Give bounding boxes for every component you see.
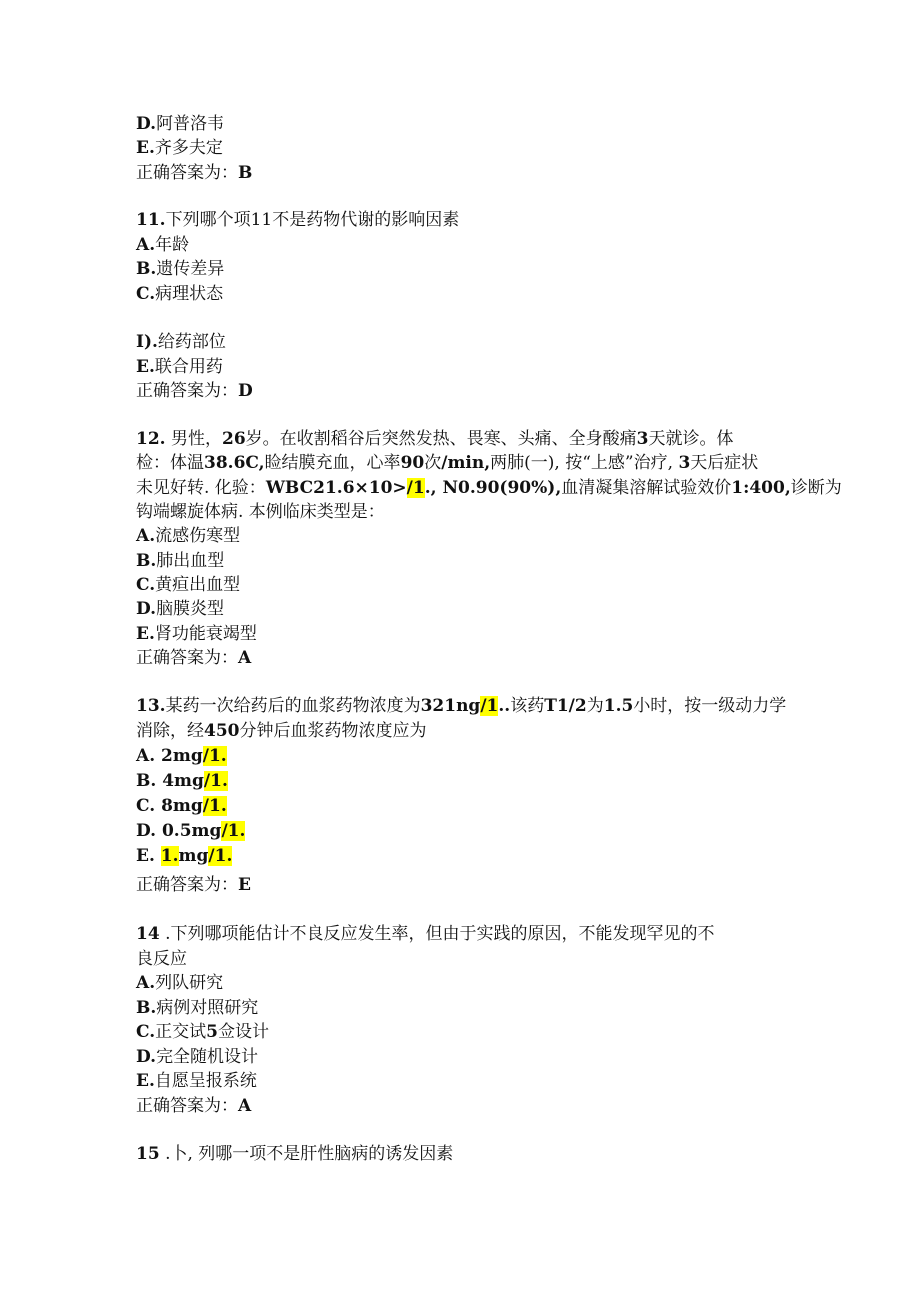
text-segment: 未见好转. 化验： <box>136 478 266 498</box>
text-segment: /min, <box>441 453 491 473</box>
text-line <box>136 136 223 160</box>
text-line <box>136 769 228 793</box>
highlighted-text: /1. <box>202 796 227 816</box>
text-segment: E. <box>136 624 155 644</box>
text-segment: 消除，经 <box>136 721 204 741</box>
text-line <box>136 719 427 743</box>
text-segment: 26 <box>221 429 246 449</box>
text-segment: 两肺(一), 按“上感”治疗, <box>490 453 679 473</box>
text-line <box>136 233 189 257</box>
text-line <box>136 451 758 475</box>
text-segment: 12. <box>136 429 166 449</box>
highlighted-text: /1. <box>221 821 246 841</box>
text-segment: .. <box>498 696 511 716</box>
text-line <box>136 794 227 818</box>
text-line <box>136 622 257 646</box>
text-segment: D <box>238 381 253 401</box>
text-segment: .卜, 列哪一项不是肝性脑病的诱发因素 <box>159 1144 454 1164</box>
text-segment: 正确答案为： <box>136 163 238 183</box>
text-segment: D. <box>136 114 157 134</box>
text-line <box>136 744 227 768</box>
text-segment: 14 <box>136 924 160 944</box>
text-segment: E. <box>136 138 155 158</box>
text-segment: E. <box>136 1071 155 1091</box>
text-segment: 阿普洛韦 <box>156 114 225 134</box>
text-line <box>136 1069 257 1093</box>
text-segment: 钩端螺旋体病. 本例临床类型是： <box>136 502 385 522</box>
text-segment: 为 <box>586 696 604 716</box>
text-segment: A. 2mg <box>136 746 203 766</box>
text-segment: 321ng <box>420 696 481 716</box>
text-segment: D. 0.5mg <box>136 821 222 841</box>
text-segment: 完全随机设计 <box>156 1047 259 1067</box>
text-line <box>136 476 842 500</box>
text-segment: D. <box>136 1047 157 1067</box>
text-segment: 岁。在收割稻谷后突然发热、畏寒、头痛、全身酸痛 <box>245 429 637 449</box>
text-segment: C. <box>136 575 156 595</box>
text-segment: 正交试 <box>155 1022 207 1042</box>
text-line <box>136 646 251 670</box>
text-line <box>136 971 223 995</box>
text-segment: I). <box>136 332 158 352</box>
text-segment: 齐多夫定 <box>154 138 223 158</box>
text-segment: 正确答案为： <box>136 648 238 668</box>
text-segment: 某药一次给药后的血浆药物浓度为 <box>165 696 421 716</box>
text-segment: 15 <box>136 1144 160 1164</box>
text-segment: 列队研究 <box>155 973 224 993</box>
text-segment: 3 <box>678 453 691 473</box>
text-line <box>136 1045 258 1069</box>
text-line <box>136 549 224 573</box>
text-segment: 下列哪个项11不是药物代谢的影响因素 <box>165 210 460 230</box>
text-segment: 正确答案为： <box>136 381 238 401</box>
text-segment: A. <box>136 235 156 255</box>
text-segment: 男性， <box>165 429 222 449</box>
text-line <box>136 208 459 232</box>
text-segment: B. <box>136 551 157 571</box>
text-line <box>136 257 224 281</box>
highlighted-text: 1. <box>160 846 179 866</box>
text-segment: A. <box>136 973 156 993</box>
text-line <box>136 1142 453 1166</box>
text-segment: 良反应 <box>136 949 187 969</box>
text-line <box>136 922 714 946</box>
text-segment: 肺出血型 <box>156 551 225 571</box>
text-segment: 小时，按一级动力学 <box>633 696 787 716</box>
text-line <box>136 819 245 843</box>
text-segment: E. <box>136 357 155 377</box>
text-line <box>136 427 734 451</box>
text-line <box>136 873 251 897</box>
text-segment: E. <box>136 846 161 866</box>
highlighted-text: /1 <box>480 696 499 716</box>
text-segment: 联合用药 <box>154 357 223 377</box>
text-segment: 给药部位 <box>157 332 226 352</box>
text-segment: 该药 <box>510 696 545 716</box>
text-segment: 年龄 <box>155 235 190 255</box>
text-segment: 佥设计 <box>218 1022 269 1042</box>
text-segment: WBC21.6×10> <box>265 478 407 498</box>
text-segment: .下列哪项能估计不良反应发生率，但由于实践的原因，不能发现罕见的不 <box>159 924 715 944</box>
text-segment: 天后症状 <box>690 453 759 473</box>
text-segment: B <box>238 163 253 183</box>
text-segment: mg <box>178 846 209 866</box>
text-segment: 遗传差异 <box>156 259 225 279</box>
text-segment: 分钟后血浆药物浓度应为 <box>239 721 427 741</box>
text-segment: 90 <box>400 453 425 473</box>
text-segment: 正确答案为： <box>136 875 238 895</box>
text-line <box>136 1094 251 1118</box>
text-segment: 正确答案为： <box>136 1096 238 1116</box>
text-segment: D. <box>136 599 157 619</box>
text-line <box>136 330 226 354</box>
text-line <box>136 524 240 548</box>
text-segment: 黄疸出血型 <box>155 575 241 595</box>
text-segment: ., N0.90(90%), <box>424 478 562 498</box>
text-segment: 自愿呈报系统 <box>154 1071 257 1091</box>
text-segment: 450 <box>204 721 240 741</box>
highlighted-text: /1 <box>406 478 425 498</box>
text-segment: 3 <box>636 429 649 449</box>
text-line <box>136 500 385 524</box>
text-segment: 13. <box>136 696 166 716</box>
text-segment: 病理状态 <box>155 284 224 304</box>
text-segment: 诊断为 <box>790 478 842 498</box>
text-segment: C. 8mg <box>136 796 203 816</box>
text-segment: 11. <box>136 210 166 230</box>
text-segment: C. <box>136 284 156 304</box>
text-segment: 检：体温 <box>136 453 204 473</box>
text-segment: 1:400, <box>731 478 791 498</box>
text-segment: A. <box>136 526 156 546</box>
text-segment: T1/2 <box>544 696 587 716</box>
text-line <box>136 597 224 621</box>
text-segment: A <box>238 1096 252 1116</box>
text-line <box>136 694 786 718</box>
text-segment: B. <box>136 259 157 279</box>
text-segment: 流感伤寒型 <box>155 526 241 546</box>
text-segment: 血清凝集溶解试验效价 <box>561 478 732 498</box>
text-line <box>136 947 187 971</box>
text-segment: 病例对照研究 <box>156 998 259 1018</box>
text-line <box>136 996 258 1020</box>
text-segment: C. <box>136 1022 156 1042</box>
text-segment: 睑结膜充血，心率 <box>264 453 401 473</box>
text-segment: 5 <box>206 1022 218 1042</box>
text-line <box>136 844 232 868</box>
highlighted-text: /1. <box>203 771 228 791</box>
text-line <box>136 282 223 306</box>
text-segment: 天就诊。体 <box>648 429 734 449</box>
text-line <box>136 355 223 379</box>
text-segment: 38.6C, <box>204 453 265 473</box>
text-segment: B. <box>136 998 157 1018</box>
text-line <box>136 1020 269 1044</box>
text-segment: 肾功能衰竭型 <box>154 624 257 644</box>
text-line <box>136 379 253 403</box>
text-line <box>136 112 224 136</box>
text-line <box>136 161 252 185</box>
text-segment: 1.5 <box>603 696 634 716</box>
text-segment: E <box>238 875 251 895</box>
text-segment: B. 4mg <box>136 771 204 791</box>
text-segment: A <box>238 648 252 668</box>
highlighted-text: /1. <box>208 846 233 866</box>
text-segment: 脑膜炎型 <box>156 599 225 619</box>
highlighted-text: /1. <box>202 746 227 766</box>
text-segment: 次 <box>424 453 442 473</box>
text-line <box>136 573 240 597</box>
